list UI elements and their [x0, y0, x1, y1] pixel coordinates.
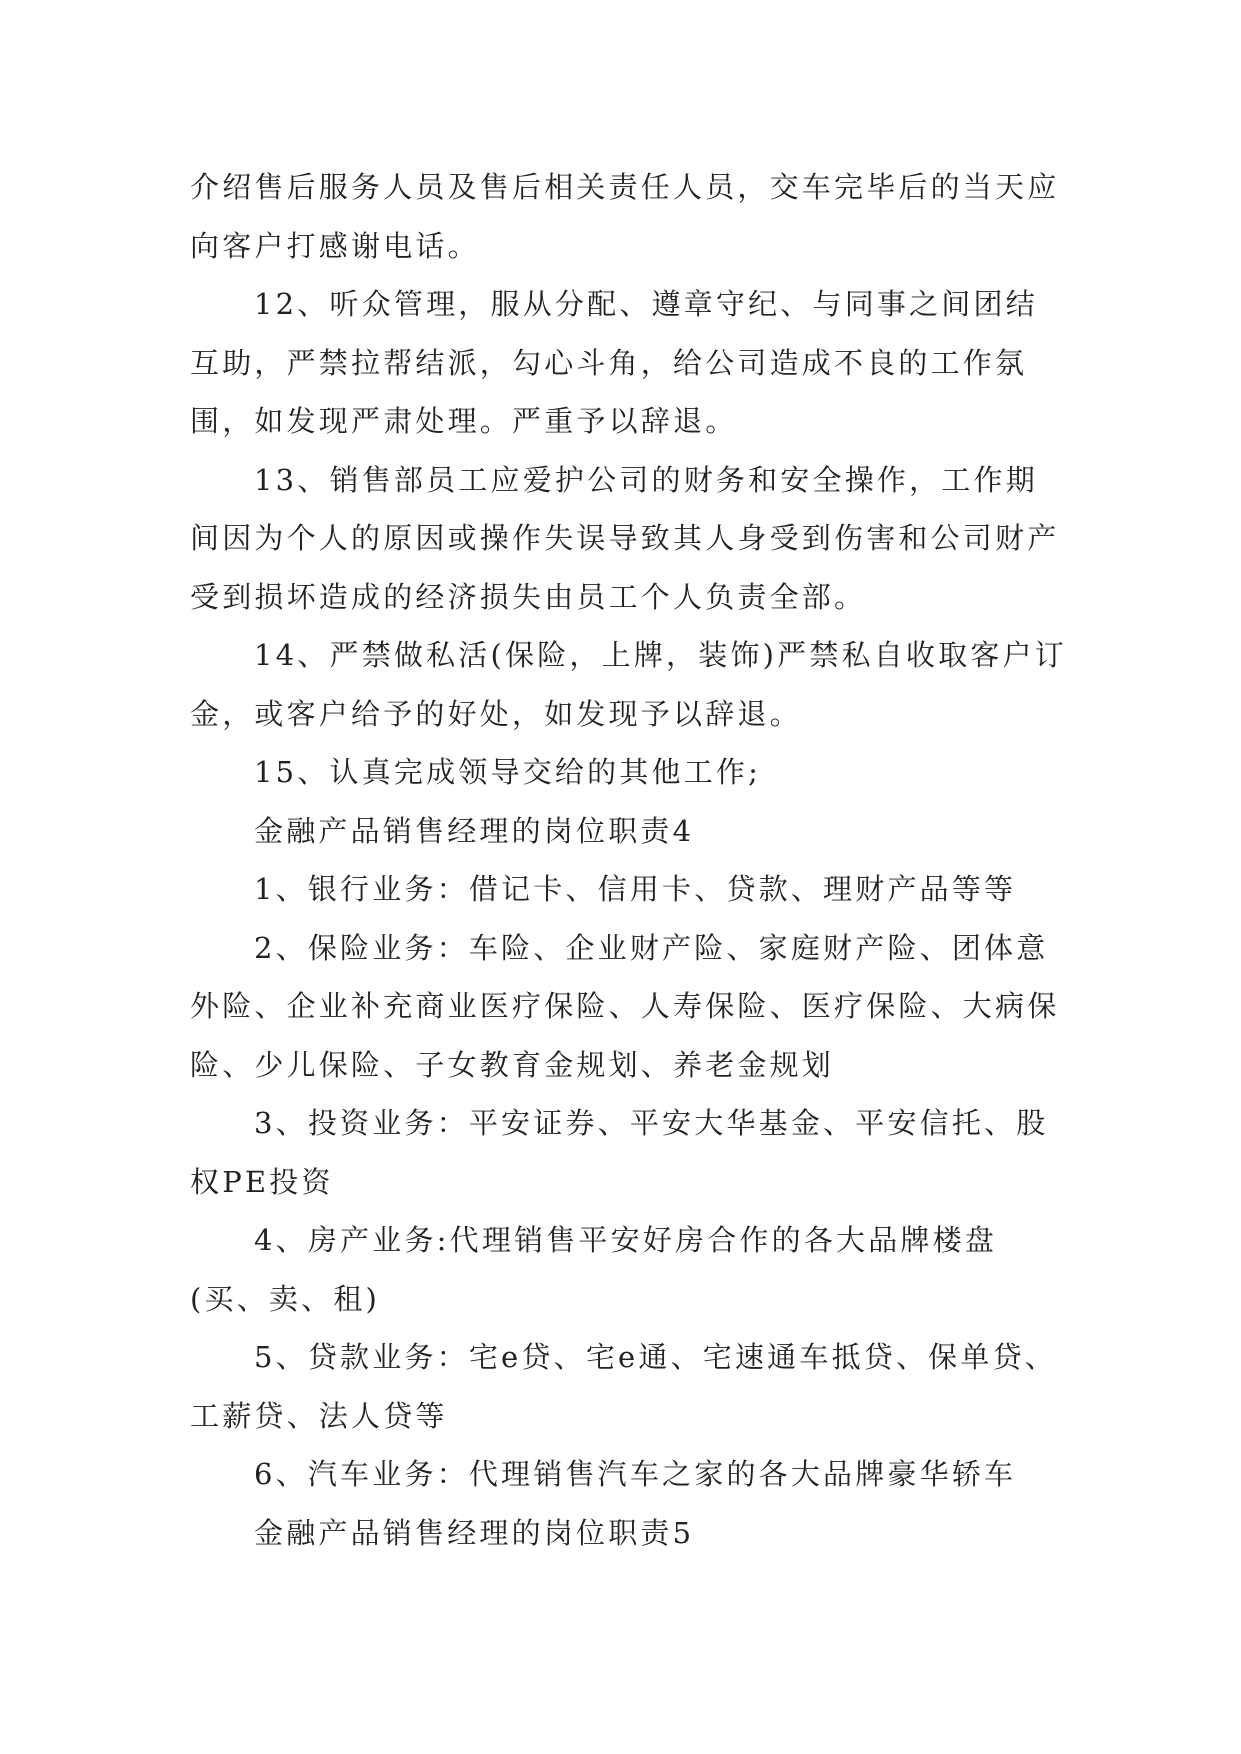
- section-heading: 金融产品销售经理的岗位职责5: [254, 1515, 695, 1550]
- paragraph: 13、销售部员工应爱护公司的财务和安全操作，工作期间因为个人的原因或操作失误导致其人身受到伤害和公司财产受到损坏造成的经济损失由员工个人负责全部。: [190, 462, 1060, 614]
- list-item: 6、汽车业务：代理销售汽车之家的各大品牌豪华轿车: [254, 1457, 1017, 1491]
- paragraph: 15、认真完成领导交给的其他工作;: [254, 755, 762, 789]
- list-item: 2、保险业务：车险、企业财产险、家庭财产险、团体意外险、企业补充商业医疗保险、人寿保险、医疗保险、大病保险、少儿保险、子女教育金规划、养老金规划: [190, 930, 1060, 1082]
- paragraph: 12、听众管理，服从分配、遵章守纪、与同事之间团结互助，严禁拉帮结派，勾心斗角，给公司造成不良的工作氛围，如发现严肃处理。严重予以辞退。: [190, 287, 1038, 438]
- paragraph: 介绍售后服务人员及售后相关责任人员，交车完毕后的当天应向客户打感谢电话。: [190, 170, 1060, 263]
- list-item: 4、房产业务:代理销售平安好房合作的各大品牌楼盘(买、卖、租): [190, 1223, 998, 1316]
- document-body: [190, 158, 1070, 1562]
- paragraph: 14、严禁做私活(保险，上牌，装饰)严禁私自收取客户订金，或客户给予的好处，如发现予以辞退。: [190, 638, 1067, 731]
- list-item: 3、投资业务：平安证券、平安大华基金、平安信托、股权PE投资: [190, 1106, 1049, 1199]
- list-item: 1、银行业务：借记卡、信用卡、贷款、理财产品等等: [254, 872, 1017, 906]
- list-item: 5、贷款业务：宅e贷、宅e通、宅速通车抵贷、保单贷、工薪贷、法人贷等: [190, 1340, 1057, 1433]
- section-heading: 金融产品销售经理的岗位职责4: [254, 813, 695, 848]
